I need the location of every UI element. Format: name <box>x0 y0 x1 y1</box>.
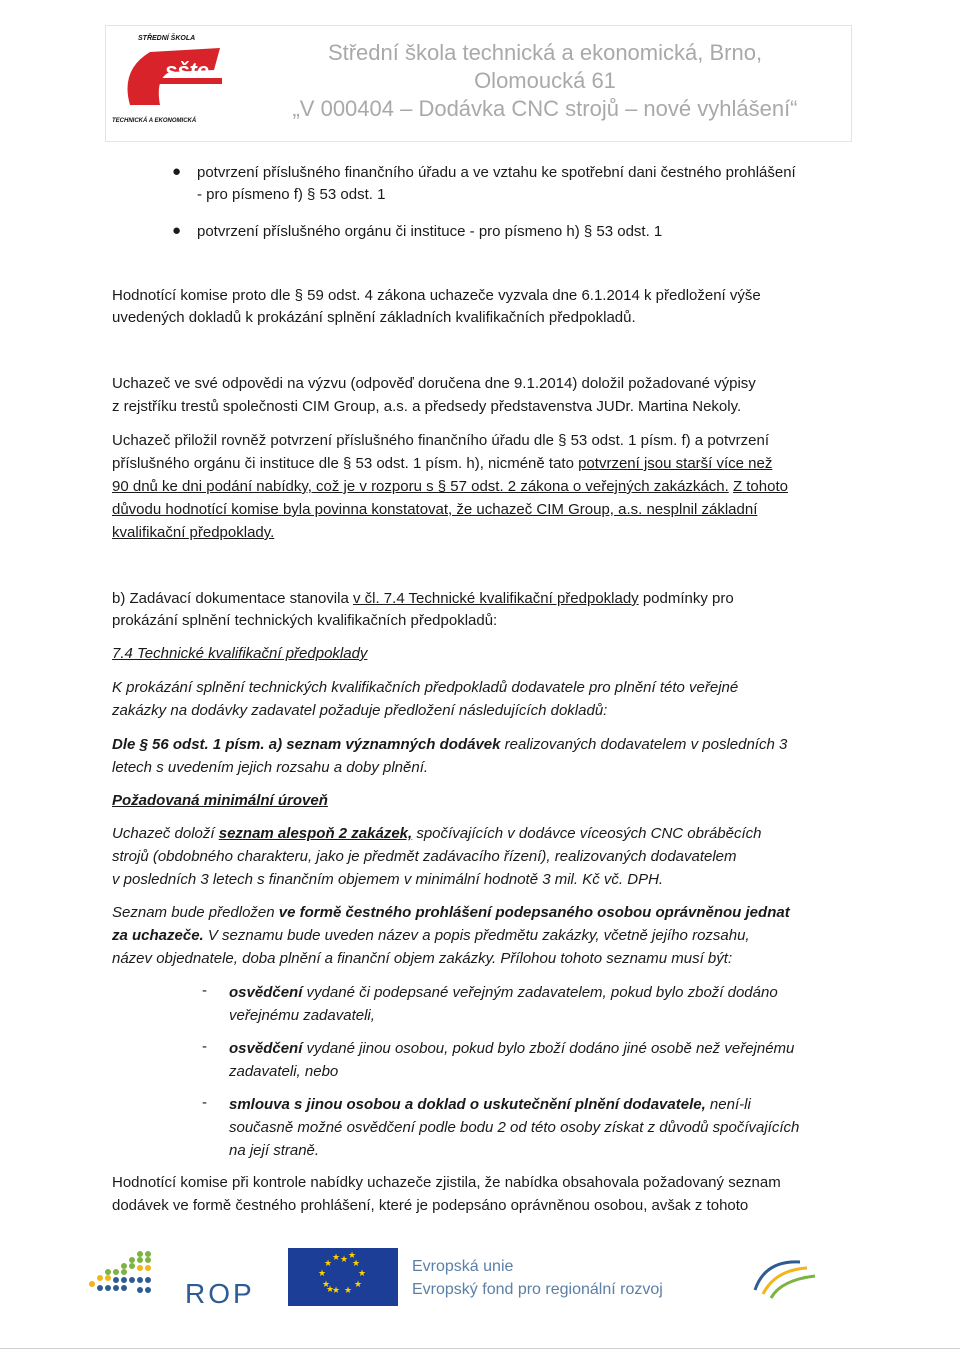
paragraph-7-line1-a: Uchazeč doloží <box>112 825 219 842</box>
svg-text:★: ★ <box>352 1259 361 1269</box>
paragraph-7-line1-bold: seznam alespoň 2 zakázek, <box>218 825 413 842</box>
paragraph-1-line1: Hodnotící komise proto dle § 59 odst. 4 zákona uchazeče vyzvala dne 6.1.2014 k předložení výše <box>112 287 761 304</box>
dash-item-3-bold: smlouva s jinou osobou a doklad o uskutečnění plnění dodavatele, <box>229 1096 706 1113</box>
svg-text:★: ★ <box>340 1255 349 1265</box>
paragraph-3-line2-underlined: potvrzení jsou starší více než <box>578 455 773 472</box>
dash-item-3-line2: současně možné osvědčení podle bodu 2 od této osoby získat z důvodů spočívajících <box>229 1119 800 1136</box>
svg-text:★: ★ <box>324 1259 333 1269</box>
dash-item-1-bold: osvědčení <box>229 984 303 1001</box>
dash-item-3-rest: není-li <box>705 1096 751 1113</box>
paragraph-9-line2: dodávek ve formě čestného prohlášení, které je podepsáno oprávněnou osobou, avšak z tohoto <box>112 1197 749 1214</box>
paragraph-4-line2: prokázání splnění technických kvalifikačních předpokladů: <box>112 612 498 629</box>
paragraph-6-line1 <box>112 734 847 756</box>
svg-text:★: ★ <box>358 1269 367 1279</box>
paragraph-4-line1-underlined: v čl. 7.4 Technické kvalifikační předpoklady <box>352 590 639 607</box>
paragraph-8-line1-bold: ve formě čestného prohlášení podepsaného osobou oprávněnou jednat <box>278 904 790 921</box>
paragraph-3-line3-underlined-b: Z tohoto <box>732 478 788 495</box>
dash-item-3-line1 <box>229 1094 847 1116</box>
paragraph-8-line2-rest: V seznamu bude uveden název a popis předmětu zakázky, včetně jejího rozsahu, <box>203 927 750 944</box>
paragraph-9-line1: Hodnotící komise při kontrole nabídky uchazeče zjistila, že nabídka obsahovala požadovaný seznam <box>112 1174 781 1191</box>
dash-item-2-rest: vydané jinou osobou, pokud bylo zboží dodáno jiné osobě než veřejnému <box>302 1040 795 1057</box>
paragraph-7-line2: strojů (obdobného charakteru, jako je předmět zadávacího řízení), realizovaných dodavatelem <box>112 848 737 865</box>
bullet-2-line1: potvrzení příslušného orgánu či instituce - pro písmeno h) § 53 odst. 1 <box>197 223 663 240</box>
paragraph-8-line3: název objednatele, doba plnění a finanční objem zakázky. Přílohou tohoto seznamu musí být: <box>112 950 733 967</box>
paragraph-8-line2 <box>112 925 847 947</box>
header-title-line1: Střední škola technická a ekonomická, Brno, <box>327 40 763 65</box>
dash-marker: - <box>202 1094 207 1111</box>
eu-flag-icon <box>288 1248 398 1306</box>
paragraph-5-line2: zakázky na dodávky zadavatel požaduje předložení následujících dokladů: <box>112 702 608 719</box>
logo-main-text: sšte <box>165 58 210 83</box>
paragraph-4-line1-b: podmínky pro <box>638 590 734 607</box>
paragraph-3-line4: důvodu hodnotící komise byla povinna konstatovat, že uchazeč CIM Group, a.s. nesplnil základní <box>112 501 758 518</box>
paragraph-6-bold: Dle § 56 odst. 1 písm. a) seznam významných dodávek <box>112 736 501 753</box>
header-title-line3: „V 000404 – Dodávka CNC strojů – nové vyhlášení“ <box>292 96 798 121</box>
svg-text:★: ★ <box>332 1253 341 1263</box>
paragraph-8-line1 <box>112 902 847 924</box>
dash-marker: - <box>202 982 207 999</box>
logo-top-text: STŘEDNÍ ŠKOLA <box>138 35 196 42</box>
paragraph-6-line2: letech s uvedením jejich rozsahu a doby plnění. <box>112 759 429 776</box>
dash-item-3-line3: na její straně. <box>229 1142 320 1159</box>
paragraph-4-line1 <box>112 588 847 610</box>
paragraph-7-line1-b: spočívajících v dodávce víceosých CNC obráběcích <box>412 825 762 842</box>
bullet-1-line2: - pro písmeno f) § 53 odst. 1 <box>197 186 386 203</box>
paragraph-2-line1: Uchazeč ve své odpovědi na výzvu (odpověď doručena dne 9.1.2014) doložil požadované výpisy <box>112 375 756 392</box>
swirl-logo-icon <box>745 1250 825 1310</box>
paragraph-3-line2 <box>112 453 847 475</box>
paragraph-7-line1 <box>112 823 847 845</box>
dash-item-2-line1 <box>229 1038 847 1060</box>
dash-item-1-rest: vydané či podepsané veřejným zadavatelem, pokud bylo zboží dodáno <box>302 984 778 1001</box>
paragraph-8-line1-a: Seznam bude předložen <box>112 904 279 921</box>
paragraph-6-rest: realizovaných dodavatelem v posledních 3 <box>500 736 788 753</box>
svg-text:★: ★ <box>318 1269 327 1279</box>
paragraph-5-line1: K prokázání splnění technických kvalifikačních předpokladů dodavatele pro plnění této veřejné <box>112 679 739 696</box>
dash-item-2-bold: osvědčení <box>229 1040 303 1057</box>
logo-bottom-text: TECHNICKÁ A EKONOMICKÁ <box>112 118 197 124</box>
dash-item-1-line2: veřejnému zadavateli, <box>229 1007 375 1024</box>
paragraph-8-line2-bold: za uchazeče. <box>112 927 204 944</box>
svg-text:★: ★ <box>348 1251 357 1261</box>
paragraph-3-line5: kvalifikační předpoklady. <box>112 524 275 541</box>
bottom-divider <box>0 1348 960 1349</box>
svg-text:★: ★ <box>332 1286 341 1296</box>
header-title-line2: Olomoucká 61 <box>474 68 616 93</box>
bullet-dot: ● <box>172 163 182 180</box>
section-heading: 7.4 Technické kvalifikační předpoklady <box>112 645 368 662</box>
svg-text:★: ★ <box>344 1286 353 1296</box>
svg-text:★: ★ <box>326 1285 335 1295</box>
paragraph-7-line3: v posledních 3 letech s finančním objemem v minimální hodnotě 3 mil. Kč vč. DPH. <box>112 871 664 888</box>
paragraph-3-line1: Uchazeč přiložil rovněž potvrzení příslušného finančního úřadu dle § 53 odst. 1 písm. f) a potvrzení <box>112 432 770 449</box>
paragraph-3-line3-underlined-a: 90 dnů ke dni podání nabídky, což je v rozporu s § 57 odst. 2 zákona o veřejných zakázkách. <box>112 478 729 495</box>
svg-text:★: ★ <box>322 1280 331 1290</box>
eu-line2: Evropský fond pro regionální rozvoj <box>412 1281 663 1298</box>
paragraph-3-line2-plain: příslušného orgánu či instituce dle § 53 odst. 1 písm. h), nicméně tato <box>112 455 579 472</box>
rop-logo-icon <box>78 1248 160 1298</box>
paragraph-3-line3 <box>112 476 847 498</box>
eu-line1: Evropská unie <box>412 1258 514 1275</box>
logo-city-text: BRNO <box>172 89 208 103</box>
paragraph-1-line2: uvedených dokladů k prokázání splnění základních kvalifikačních předpokladů. <box>112 309 636 326</box>
school-logo <box>110 30 240 134</box>
bullet-dot: ● <box>172 222 182 239</box>
dash-item-2-line2: zadavateli, nebo <box>229 1063 339 1080</box>
bullet-1-line1: potvrzení příslušného finančního úřadu a ve vztahu ke spotřební dani čestného prohlášení <box>197 164 796 181</box>
minimum-level-heading: Požadovaná minimální úroveň <box>112 792 328 809</box>
paragraph-2-line2: z rejstříku trestů společnosti CIM Group, a.s. a předsedy představenstva JUDr. Martina Nekoly. <box>112 398 742 415</box>
svg-text:★: ★ <box>354 1280 363 1290</box>
dash-item-1-line1 <box>229 982 847 1004</box>
rop-label: ROP <box>185 1278 255 1309</box>
dash-marker: - <box>202 1038 207 1055</box>
paragraph-4-line1-a: b) Zadávací dokumentace stanovila <box>112 590 353 607</box>
